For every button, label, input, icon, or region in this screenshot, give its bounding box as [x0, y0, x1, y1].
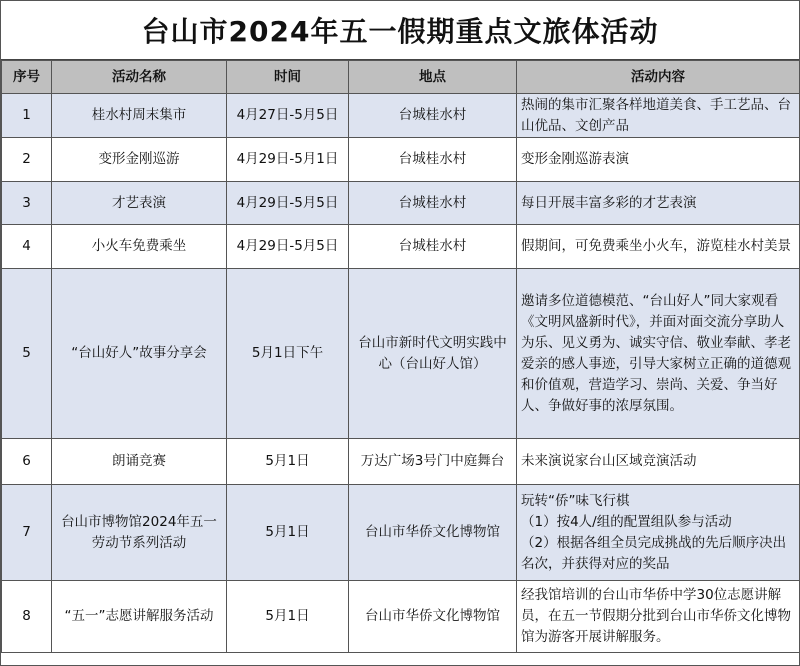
cell-time: 5月1日下午 — [227, 269, 349, 439]
table-row — [2, 439, 800, 485]
cell-content: 假期间，可免费乘坐小火车，游览桂水村美景 — [517, 225, 800, 269]
table-row — [2, 581, 800, 653]
cell-no: 1 — [2, 94, 52, 138]
cell-name: “台山好人”故事分享会 — [52, 269, 227, 439]
cell-place: 台山市新时代文明实践中心（台山好人馆） — [349, 269, 517, 439]
table-header-row — [2, 61, 800, 94]
cell-place: 台山市华侨文化博物馆 — [349, 581, 517, 653]
cell-time: 5月1日 — [227, 581, 349, 653]
header-place: 地点 — [349, 61, 517, 94]
cell-no: 4 — [2, 225, 52, 269]
cell-time: 4月29日-5月5日 — [227, 225, 349, 269]
table-row — [2, 485, 800, 581]
cell-time: 5月1日 — [227, 439, 349, 485]
cell-no: 2 — [2, 138, 52, 182]
cell-name: 桂水村周末集市 — [52, 94, 227, 138]
table-row — [2, 225, 800, 269]
cell-time: 4月29日-5月5日 — [227, 182, 349, 225]
cell-place: 台山市华侨文化博物馆 — [349, 485, 517, 581]
cell-place: 台城桂水村 — [349, 182, 517, 225]
cell-name: 变形金刚巡游 — [52, 138, 227, 182]
cell-content: 热闹的集市汇聚各样地道美食、手工艺品、台山优品、文创产品 — [517, 94, 800, 138]
cell-place: 万达广场3号门中庭舞台 — [349, 439, 517, 485]
cell-no: 7 — [2, 485, 52, 581]
cell-content: 经我馆培训的台山市华侨中学30位志愿讲解员，在五一节假期分批到台山市华侨文化博物馆为游客开展讲解服务。 — [517, 581, 800, 653]
cell-name: 才艺表演 — [52, 182, 227, 225]
header-no: 序号 — [2, 61, 52, 94]
cell-content: 每日开展丰富多彩的才艺表演 — [517, 182, 800, 225]
table-row — [2, 94, 800, 138]
cell-name: 朗诵竞赛 — [52, 439, 227, 485]
table-row — [2, 138, 800, 182]
cell-place: 台城桂水村 — [349, 225, 517, 269]
cell-time: 4月27日-5月5日 — [227, 94, 349, 138]
cell-time: 4月29日-5月1日 — [227, 138, 349, 182]
cell-no: 6 — [2, 439, 52, 485]
header-name: 活动名称 — [52, 61, 227, 94]
header-time: 时间 — [227, 61, 349, 94]
cell-place: 台城桂水村 — [349, 94, 517, 138]
cell-name: 小火车免费乘坐 — [52, 225, 227, 269]
activity-table — [1, 60, 800, 653]
cell-content: 变形金刚巡游表演 — [517, 138, 800, 182]
cell-time: 5月1日 — [227, 485, 349, 581]
cell-name: 台山市博物馆2024年五一劳动节系列活动 — [52, 485, 227, 581]
cell-no: 3 — [2, 182, 52, 225]
table-row — [2, 269, 800, 439]
cell-no: 5 — [2, 269, 52, 439]
cell-place: 台城桂水村 — [349, 138, 517, 182]
cell-content: 玩转“侨”味飞行棋 （1）按4人/组的配置组队参与活动 （2）根据各组全员完成挑战的先后顺序决出名次，并获得对应的奖品 — [517, 485, 800, 581]
cell-content: 未来演说家台山区域竞演活动 — [517, 439, 800, 485]
cell-no: 8 — [2, 581, 52, 653]
cell-content: 邀请多位道德模范、“台山好人”同大家观看《文明风盛新时代》，并面对面交流分享助人为乐、见义勇为、诚实守信、敬业奉献、孝老爱亲的感人事迹，引导大家树立正确的道德观和价值观，营造学习、崇尚、关爱、争当好人、争做好事的浓厚氛围。 — [517, 269, 800, 439]
cell-name: “五一”志愿讲解服务活动 — [52, 581, 227, 653]
header-content: 活动内容 — [517, 61, 800, 94]
page-title: 台山市2024年五一假期重点文旅体活动 — [1, 1, 799, 60]
table-row — [2, 182, 800, 225]
